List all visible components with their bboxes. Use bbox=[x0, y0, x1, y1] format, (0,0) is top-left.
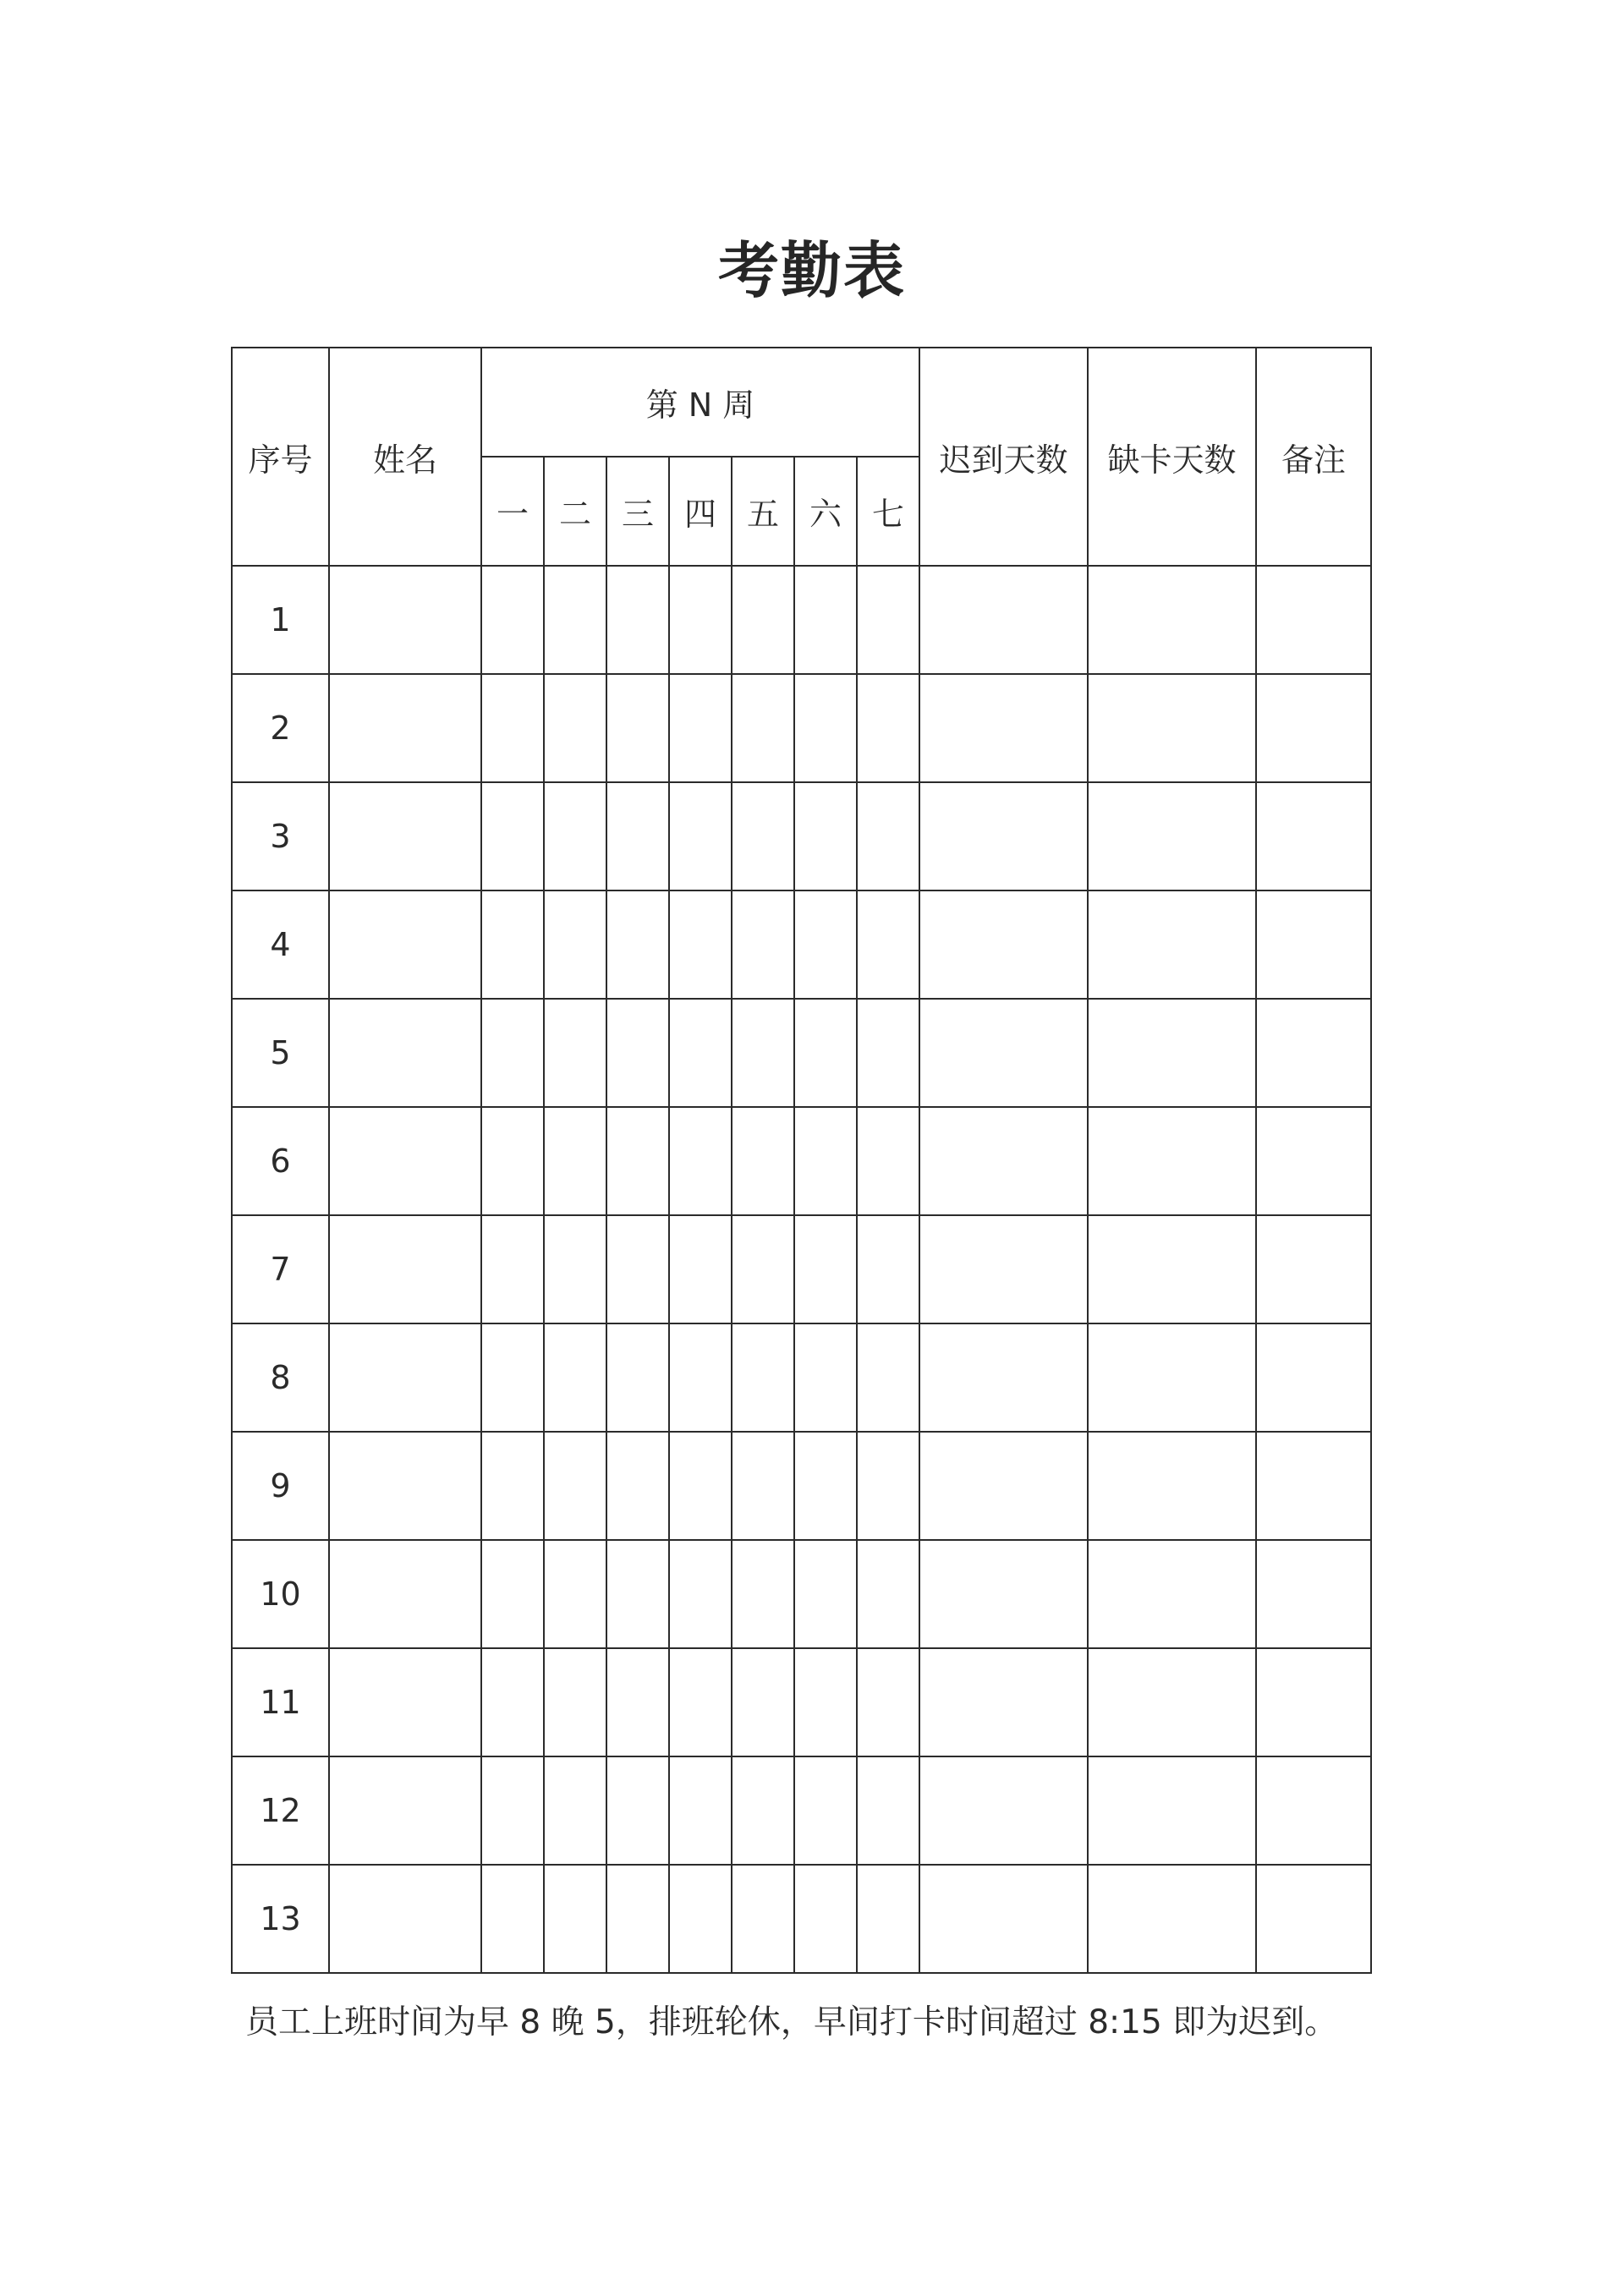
cell-day-4[interactable] bbox=[669, 1865, 732, 1973]
cell-day-1[interactable] bbox=[481, 999, 544, 1107]
header-name: 姓名 bbox=[329, 348, 481, 566]
cell-late-days[interactable] bbox=[919, 1648, 1088, 1756]
cell-day-2[interactable] bbox=[544, 1107, 606, 1215]
cell-day-5[interactable] bbox=[732, 1107, 794, 1215]
cell-day-7[interactable] bbox=[857, 566, 919, 674]
cell-late-days[interactable] bbox=[919, 1540, 1088, 1648]
table-row bbox=[232, 1540, 1371, 1648]
cell-day-4[interactable] bbox=[669, 1756, 732, 1865]
table-row bbox=[232, 782, 1371, 890]
table-row bbox=[232, 890, 1371, 999]
cell-day-5[interactable] bbox=[732, 782, 794, 890]
cell-index: 9 bbox=[232, 1432, 329, 1540]
cell-day-2[interactable] bbox=[544, 1756, 606, 1865]
cell-remarks[interactable] bbox=[1256, 1323, 1371, 1432]
cell-day-5[interactable] bbox=[732, 1756, 794, 1865]
cell-index: 13 bbox=[232, 1865, 329, 1973]
cell-day-7[interactable] bbox=[857, 1540, 919, 1648]
table-row bbox=[232, 1648, 1371, 1756]
cell-day-2[interactable] bbox=[544, 674, 606, 782]
cell-late-days[interactable] bbox=[919, 674, 1088, 782]
cell-day-6[interactable] bbox=[794, 1865, 857, 1973]
cell-day-5[interactable] bbox=[732, 1432, 794, 1540]
header-remarks: 备注 bbox=[1256, 348, 1371, 566]
cell-day-7[interactable] bbox=[857, 1107, 919, 1215]
cell-day-3[interactable] bbox=[606, 1756, 669, 1865]
table-row bbox=[232, 1865, 1371, 1973]
cell-name[interactable] bbox=[329, 999, 481, 1107]
cell-missed-punch-days[interactable] bbox=[1088, 566, 1256, 674]
cell-late-days[interactable] bbox=[919, 999, 1088, 1107]
cell-day-5[interactable] bbox=[732, 1540, 794, 1648]
cell-name[interactable] bbox=[329, 1107, 481, 1215]
cell-day-2[interactable] bbox=[544, 890, 606, 999]
cell-day-5[interactable] bbox=[732, 999, 794, 1107]
cell-day-1[interactable] bbox=[481, 674, 544, 782]
cell-day-1[interactable] bbox=[481, 1648, 544, 1756]
cell-day-3[interactable] bbox=[606, 999, 669, 1107]
cell-late-days[interactable] bbox=[919, 1432, 1088, 1540]
cell-index: 10 bbox=[232, 1540, 329, 1648]
cell-late-days[interactable] bbox=[919, 566, 1088, 674]
cell-day-4[interactable] bbox=[669, 999, 732, 1107]
cell-day-3[interactable] bbox=[606, 1107, 669, 1215]
cell-day-6[interactable] bbox=[794, 999, 857, 1107]
cell-missed-punch-days[interactable] bbox=[1088, 999, 1256, 1107]
cell-missed-punch-days[interactable] bbox=[1088, 1648, 1256, 1756]
cell-day-6[interactable] bbox=[794, 890, 857, 999]
cell-remarks[interactable] bbox=[1256, 782, 1371, 890]
cell-day-7[interactable] bbox=[857, 1215, 919, 1323]
cell-day-1[interactable] bbox=[481, 1540, 544, 1648]
header-day-5: 五 bbox=[732, 457, 794, 566]
cell-day-5[interactable] bbox=[732, 1323, 794, 1432]
cell-late-days[interactable] bbox=[919, 890, 1088, 999]
header-day-1: 一 bbox=[481, 457, 544, 566]
cell-day-2[interactable] bbox=[544, 1540, 606, 1648]
cell-day-4[interactable] bbox=[669, 1323, 732, 1432]
cell-day-4[interactable] bbox=[669, 674, 732, 782]
cell-index: 5 bbox=[232, 999, 329, 1107]
cell-day-1[interactable] bbox=[481, 1215, 544, 1323]
cell-index: 1 bbox=[232, 566, 329, 674]
cell-late-days[interactable] bbox=[919, 1323, 1088, 1432]
header-day-4: 四 bbox=[669, 457, 732, 566]
cell-day-4[interactable] bbox=[669, 1432, 732, 1540]
cell-remarks[interactable] bbox=[1256, 1540, 1371, 1648]
attendance-table bbox=[231, 347, 1372, 1974]
cell-day-3[interactable] bbox=[606, 1865, 669, 1973]
cell-remarks[interactable] bbox=[1256, 1648, 1371, 1756]
cell-day-2[interactable] bbox=[544, 1648, 606, 1756]
header-day-2: 二 bbox=[544, 457, 606, 566]
cell-day-5[interactable] bbox=[732, 566, 794, 674]
cell-day-5[interactable] bbox=[732, 1215, 794, 1323]
cell-day-4[interactable] bbox=[669, 890, 732, 999]
cell-name[interactable] bbox=[329, 1215, 481, 1323]
cell-remarks[interactable] bbox=[1256, 1215, 1371, 1323]
cell-missed-punch-days[interactable] bbox=[1088, 1107, 1256, 1215]
header-late-days: 迟到天数 bbox=[919, 348, 1088, 566]
cell-day-3[interactable] bbox=[606, 1323, 669, 1432]
cell-late-days[interactable] bbox=[919, 1756, 1088, 1865]
cell-remarks[interactable] bbox=[1256, 890, 1371, 999]
cell-day-1[interactable] bbox=[481, 782, 544, 890]
cell-day-7[interactable] bbox=[857, 1865, 919, 1973]
header-day-6: 六 bbox=[794, 457, 857, 566]
cell-name[interactable] bbox=[329, 1540, 481, 1648]
cell-day-2[interactable] bbox=[544, 1215, 606, 1323]
cell-day-2[interactable] bbox=[544, 999, 606, 1107]
cell-missed-punch-days[interactable] bbox=[1088, 674, 1256, 782]
cell-index: 3 bbox=[232, 782, 329, 890]
cell-day-5[interactable] bbox=[732, 890, 794, 999]
cell-day-1[interactable] bbox=[481, 1323, 544, 1432]
header-missed-punch-days: 缺卡天数 bbox=[1088, 348, 1256, 566]
cell-day-2[interactable] bbox=[544, 1323, 606, 1432]
cell-remarks[interactable] bbox=[1256, 566, 1371, 674]
cell-index: 11 bbox=[232, 1648, 329, 1756]
cell-remarks[interactable] bbox=[1256, 1865, 1371, 1973]
table-row bbox=[232, 999, 1371, 1107]
attendance-note: 员工上班时间为早 8 晚 5，排班轮休，早间打卡时间超过 8:15 即为迟到。 bbox=[245, 2003, 1338, 2041]
table-row bbox=[232, 1756, 1371, 1865]
cell-day-6[interactable] bbox=[794, 1107, 857, 1215]
cell-day-7[interactable] bbox=[857, 782, 919, 890]
cell-day-4[interactable] bbox=[669, 782, 732, 890]
table-row bbox=[232, 1432, 1371, 1540]
cell-name[interactable] bbox=[329, 674, 481, 782]
cell-late-days[interactable] bbox=[919, 1215, 1088, 1323]
cell-day-5[interactable] bbox=[732, 1865, 794, 1973]
cell-day-6[interactable] bbox=[794, 1648, 857, 1756]
cell-day-4[interactable] bbox=[669, 1215, 732, 1323]
cell-name[interactable] bbox=[329, 1756, 481, 1865]
cell-late-days[interactable] bbox=[919, 1107, 1088, 1215]
cell-day-2[interactable] bbox=[544, 566, 606, 674]
cell-missed-punch-days[interactable] bbox=[1088, 1432, 1256, 1540]
cell-day-5[interactable] bbox=[732, 1648, 794, 1756]
cell-day-3[interactable] bbox=[606, 1432, 669, 1540]
cell-late-days[interactable] bbox=[919, 782, 1088, 890]
cell-day-4[interactable] bbox=[669, 1107, 732, 1215]
cell-day-2[interactable] bbox=[544, 1865, 606, 1973]
cell-name[interactable] bbox=[329, 1648, 481, 1756]
cell-name[interactable] bbox=[329, 890, 481, 999]
header-index: 序号 bbox=[232, 348, 329, 566]
cell-day-1[interactable] bbox=[481, 890, 544, 999]
cell-day-1[interactable] bbox=[481, 1107, 544, 1215]
cell-day-7[interactable] bbox=[857, 890, 919, 999]
cell-index: 4 bbox=[232, 890, 329, 999]
header-week-group: 第 N 周 bbox=[481, 348, 919, 457]
cell-day-7[interactable] bbox=[857, 674, 919, 782]
cell-day-1[interactable] bbox=[481, 566, 544, 674]
cell-day-7[interactable] bbox=[857, 1432, 919, 1540]
cell-day-3[interactable] bbox=[606, 782, 669, 890]
cell-day-4[interactable] bbox=[669, 1648, 732, 1756]
table-row bbox=[232, 674, 1371, 782]
cell-day-5[interactable] bbox=[732, 674, 794, 782]
cell-day-1[interactable] bbox=[481, 1756, 544, 1865]
cell-day-3[interactable] bbox=[606, 1648, 669, 1756]
cell-missed-punch-days[interactable] bbox=[1088, 1756, 1256, 1865]
cell-day-6[interactable] bbox=[794, 1323, 857, 1432]
cell-day-7[interactable] bbox=[857, 999, 919, 1107]
table-row bbox=[232, 1107, 1371, 1215]
cell-name[interactable] bbox=[329, 1865, 481, 1973]
cell-day-6[interactable] bbox=[794, 1540, 857, 1648]
cell-remarks[interactable] bbox=[1256, 1107, 1371, 1215]
header-day-3: 三 bbox=[606, 457, 669, 566]
cell-name[interactable] bbox=[329, 1432, 481, 1540]
cell-day-7[interactable] bbox=[857, 1756, 919, 1865]
table-row bbox=[232, 1323, 1371, 1432]
cell-day-7[interactable] bbox=[857, 1648, 919, 1756]
cell-missed-punch-days[interactable] bbox=[1088, 1540, 1256, 1648]
cell-day-3[interactable] bbox=[606, 566, 669, 674]
cell-day-3[interactable] bbox=[606, 674, 669, 782]
cell-remarks[interactable] bbox=[1256, 999, 1371, 1107]
cell-day-6[interactable] bbox=[794, 1756, 857, 1865]
cell-index: 7 bbox=[232, 1215, 329, 1323]
cell-day-3[interactable] bbox=[606, 1215, 669, 1323]
cell-day-2[interactable] bbox=[544, 782, 606, 890]
cell-remarks[interactable] bbox=[1256, 674, 1371, 782]
cell-day-4[interactable] bbox=[669, 1540, 732, 1648]
cell-day-2[interactable] bbox=[544, 1432, 606, 1540]
cell-missed-punch-days[interactable] bbox=[1088, 1323, 1256, 1432]
table-row bbox=[232, 566, 1371, 674]
cell-name[interactable] bbox=[329, 1323, 481, 1432]
cell-day-3[interactable] bbox=[606, 890, 669, 999]
page-title: 考勤表 bbox=[717, 235, 906, 306]
cell-index: 8 bbox=[232, 1323, 329, 1432]
cell-missed-punch-days[interactable] bbox=[1088, 890, 1256, 999]
cell-missed-punch-days[interactable] bbox=[1088, 1865, 1256, 1973]
cell-day-7[interactable] bbox=[857, 1323, 919, 1432]
cell-day-3[interactable] bbox=[606, 1540, 669, 1648]
cell-name[interactable] bbox=[329, 782, 481, 890]
cell-remarks[interactable] bbox=[1256, 1756, 1371, 1865]
cell-index: 2 bbox=[232, 674, 329, 782]
cell-day-6[interactable] bbox=[794, 782, 857, 890]
cell-day-6[interactable] bbox=[794, 1432, 857, 1540]
cell-day-6[interactable] bbox=[794, 674, 857, 782]
cell-missed-punch-days[interactable] bbox=[1088, 782, 1256, 890]
cell-index: 12 bbox=[232, 1756, 329, 1865]
cell-day-4[interactable] bbox=[669, 566, 732, 674]
cell-missed-punch-days[interactable] bbox=[1088, 1215, 1256, 1323]
cell-name[interactable] bbox=[329, 566, 481, 674]
cell-day-1[interactable] bbox=[481, 1432, 544, 1540]
header-day-7: 七 bbox=[857, 457, 919, 566]
cell-day-6[interactable] bbox=[794, 1215, 857, 1323]
cell-index: 6 bbox=[232, 1107, 329, 1215]
cell-remarks[interactable] bbox=[1256, 1432, 1371, 1540]
table-row bbox=[232, 1215, 1371, 1323]
cell-late-days[interactable] bbox=[919, 1865, 1088, 1973]
cell-day-6[interactable] bbox=[794, 566, 857, 674]
cell-day-1[interactable] bbox=[481, 1865, 544, 1973]
